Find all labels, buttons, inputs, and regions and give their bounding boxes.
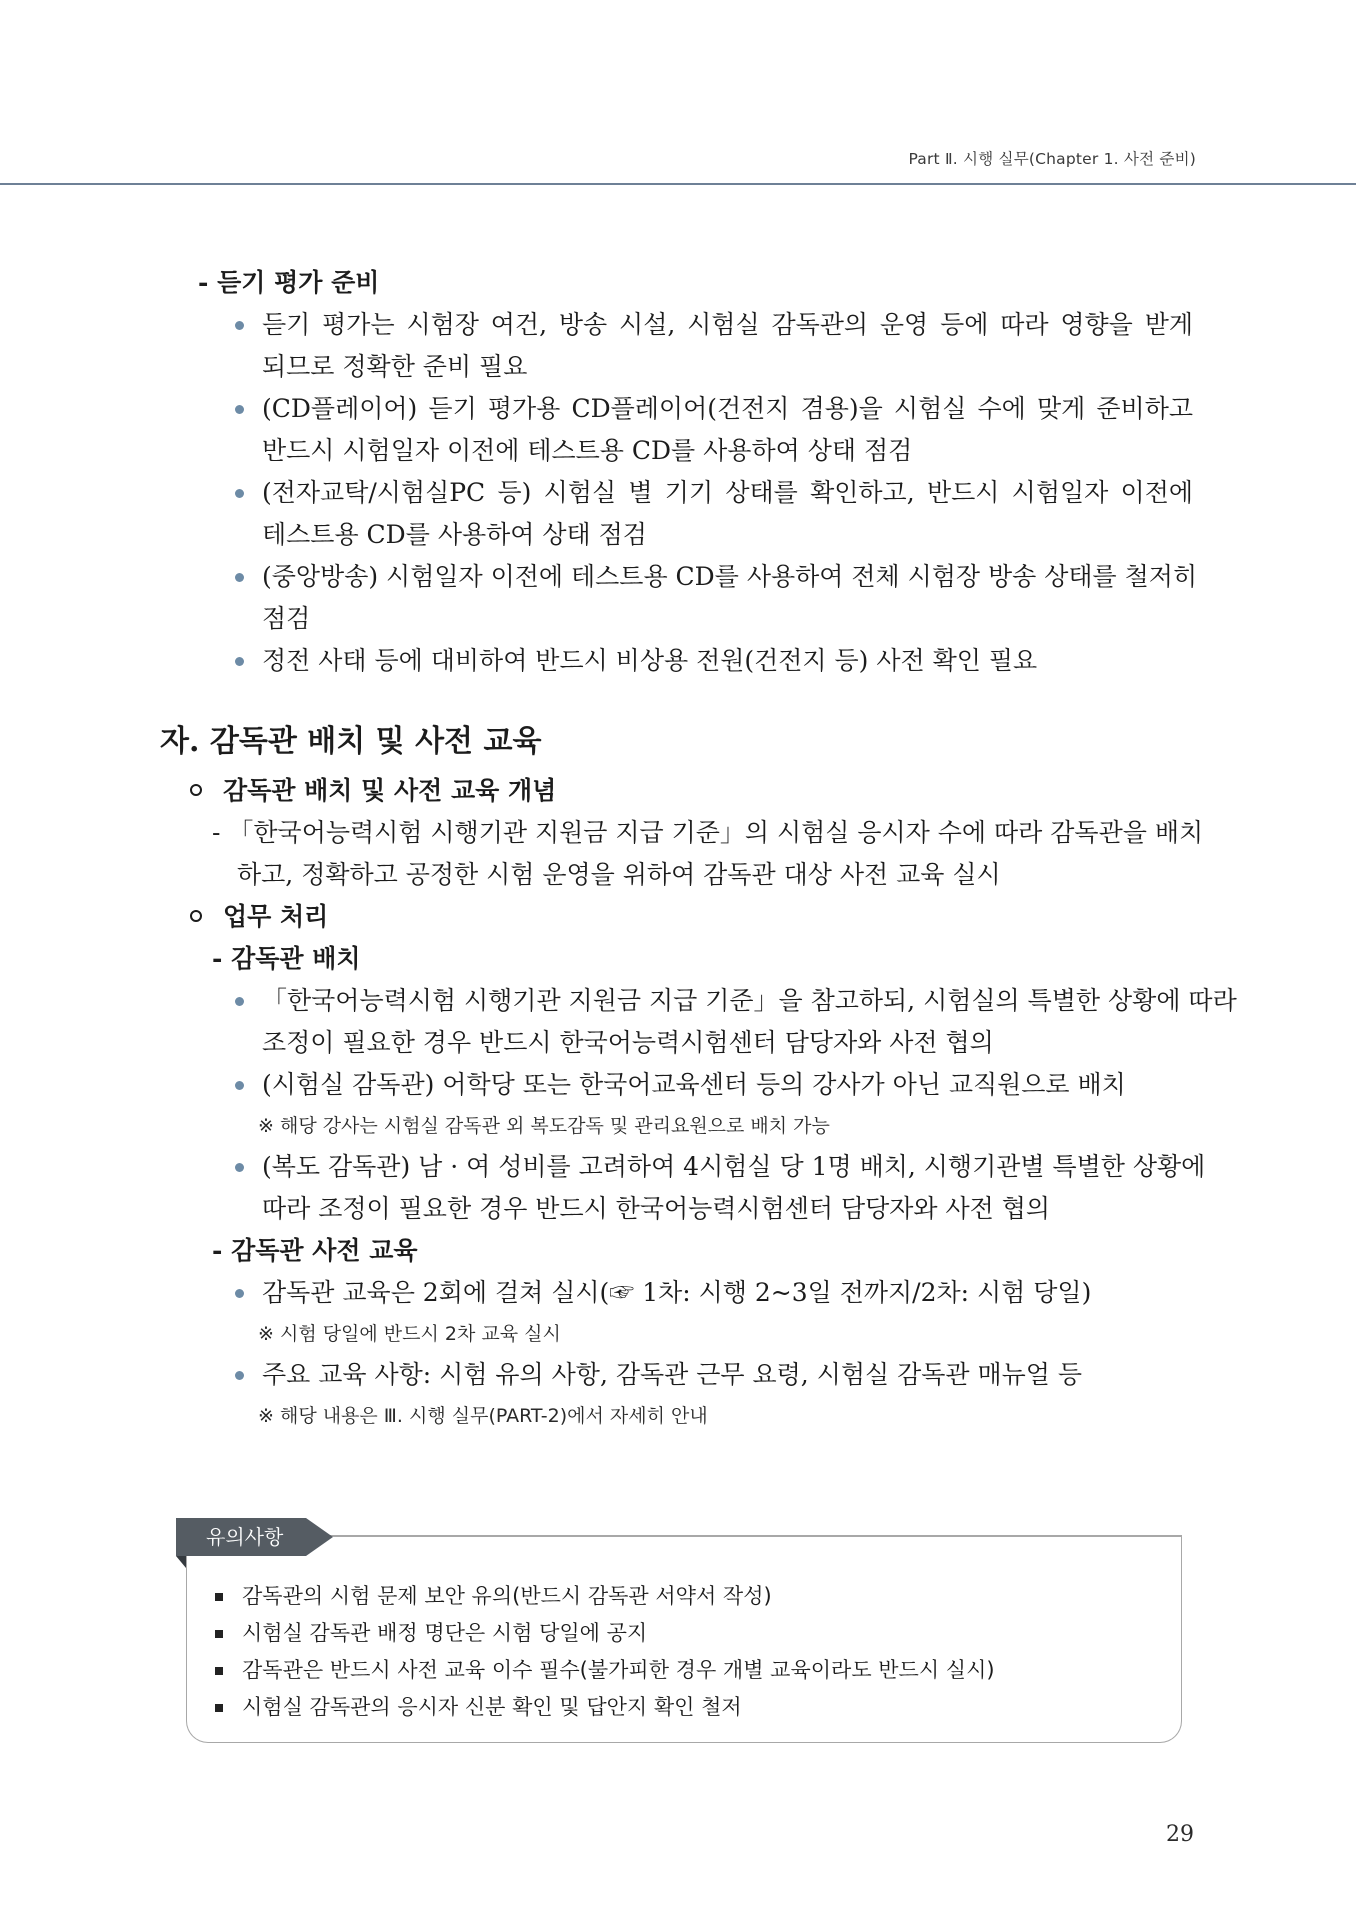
listening-heading: - 듣기 평가 준비 (198, 268, 380, 297)
bullet-dot-icon (235, 997, 244, 1006)
page-content (0, 262, 1356, 1436)
list-item-continuation: 점검 (262, 604, 311, 633)
square-bullet-icon (215, 1667, 223, 1675)
circle-bullet-icon (190, 910, 202, 922)
bullet-dot-icon (235, 1371, 244, 1380)
list-item: (전자교탁/시험실PC 등) 시험실 별 기기 상태를 확인하고, 반드시 시험일자 이전에 (0, 472, 1356, 514)
caution-tab-fold (176, 1556, 186, 1568)
work-heading: 업무 처리 (0, 896, 1356, 938)
placement-heading: - 감독관 배치 (212, 944, 361, 973)
bullet-dot-icon (235, 1289, 244, 1298)
list-item: 감독관 교육은 2회에 걸쳐 실시(☞ 1차: 시행 2~3일 전까지/2차: 시험 당일) (0, 1272, 1356, 1314)
caution-item: 시험실 감독관 배정 명단은 시험 당일에 공지 (212, 1615, 995, 1652)
list-item: 주요 교육 사항: 시험 유의 사항, 감독관 근무 요령, 시험실 감독관 매뉴얼 등 (0, 1354, 1356, 1396)
bullet-dot-icon (235, 657, 244, 666)
header-divider (0, 183, 1356, 185)
circle-bullet-icon (190, 784, 202, 796)
concept-text-continuation: 하고, 정확하고 공정한 시험 운영을 위하여 감독관 대상 사전 교육 실시 (237, 860, 1001, 889)
list-item: 듣기 평가는 시험장 여건, 방송 시설, 시험실 감독관의 운영 등에 따라 영향을 받게 (0, 304, 1356, 346)
square-bullet-icon (215, 1593, 223, 1601)
concept-text: - 「한국어능력시험 시행기관 지원금 지급 기준」의 시험실 응시자 수에 따라 감독관을 배치 (212, 818, 1204, 847)
bullet-dot-icon (235, 405, 244, 414)
note-text: ※ 해당 강사는 시험실 감독관 외 복도감독 및 관리요원으로 배치 가능 (258, 1115, 830, 1137)
list-item-continuation: 테스트용 CD를 사용하여 상태 점검 (262, 520, 647, 549)
list-item: (복도 감독관) 남 · 여 성비를 고려하여 4시험실 당 1명 배치, 시행기관별 특별한 상황에 (0, 1146, 1356, 1188)
bullet-dot-icon (235, 573, 244, 582)
note-text: ※ 해당 내용은 Ⅲ. 시행 실무(PART-2)에서 자세히 안내 (258, 1405, 708, 1427)
square-bullet-icon (215, 1704, 223, 1712)
caution-item: 시험실 감독관의 응시자 신분 확인 및 답안지 확인 철저 (212, 1689, 995, 1726)
caution-tab-arrow-icon (306, 1518, 333, 1556)
list-item: 정전 사태 등에 대비하여 반드시 비상용 전원(건전지 등) 사전 확인 필요 (0, 640, 1356, 682)
training-heading: - 감독관 사전 교육 (212, 1236, 418, 1265)
list-item-continuation: 되므로 정확한 준비 필요 (262, 352, 528, 381)
bullet-dot-icon (235, 1163, 244, 1172)
running-header: Part Ⅱ. 시행 실무(Chapter 1. 사전 준비) (908, 150, 1196, 168)
bullet-dot-icon (235, 489, 244, 498)
caution-item: 감독관은 반드시 사전 교육 이수 필수(불가피한 경우 개별 교육이라도 반드시 실시) (212, 1652, 995, 1689)
list-item: (CD플레이어) 듣기 평가용 CD플레이어(건전지 겸용)을 시험실 수에 맞게 준비하고 (0, 388, 1356, 430)
list-item: 「한국어능력시험 시행기관 지원금 지급 기준」을 참고하되, 시험실의 특별한 상황에 따라 (0, 980, 1356, 1022)
caution-item: 감독관의 시험 문제 보안 유의(반드시 감독관 서약서 작성) (212, 1578, 995, 1615)
concept-heading: 감독관 배치 및 사전 교육 개념 (0, 770, 1356, 812)
caution-label: 유의사항 (176, 1518, 306, 1556)
page-number: 29 (1166, 1822, 1194, 1847)
list-item: (시험실 감독관) 어학당 또는 한국어교육센터 등의 강사가 아닌 교직원으로 배치 (0, 1064, 1356, 1106)
bullet-dot-icon (235, 1081, 244, 1090)
bullet-dot-icon (235, 321, 244, 330)
note-text: ※ 시험 당일에 반드시 2차 교육 실시 (258, 1323, 561, 1345)
list-item-continuation: 조정이 필요한 경우 반드시 한국어능력시험센터 담당자와 사전 협의 (262, 1028, 994, 1057)
section-title: 자. 감독관 배치 및 사전 교육 (160, 724, 542, 759)
caution-list (212, 1578, 995, 1726)
list-item-continuation: 따라 조정이 필요한 경우 반드시 한국어능력시험센터 담당자와 사전 협의 (262, 1194, 1051, 1223)
list-item: (중앙방송) 시험일자 이전에 테스트용 CD를 사용하여 전체 시험장 방송 상태를 철저히 (0, 556, 1356, 598)
square-bullet-icon (215, 1630, 223, 1638)
list-item-continuation: 반드시 시험일자 이전에 테스트용 CD를 사용하여 상태 점검 (262, 436, 913, 465)
